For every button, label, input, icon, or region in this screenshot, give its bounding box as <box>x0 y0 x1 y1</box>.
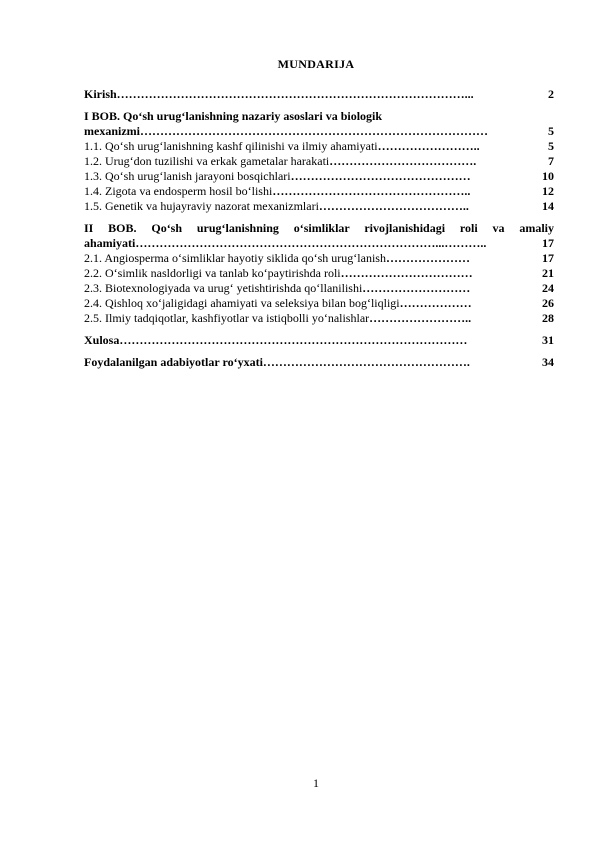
toc-entry-leader: ……………………………………… <box>290 169 471 183</box>
toc-entry-page: 7 <box>548 154 554 168</box>
toc-entry-leader: …………………………………………………………………...……….. <box>135 236 487 250</box>
toc-entry-text: 1.3. Qo‘sh urug‘lanish jarayoni bosqichlari <box>84 169 291 183</box>
toc-entry-leader: …………………………………………………………………………… <box>119 333 468 347</box>
toc-entry-2-5[interactable] <box>84 311 554 326</box>
toc-entry-page: 17 <box>542 236 554 250</box>
toc-entry-text: 1.1. Qo‘sh urug‘lanishning kashf qilinishi va ilmiy ahamiyati <box>84 139 378 153</box>
toc-entry-chapter-1[interactable] <box>84 109 554 139</box>
toc-entry-page: 34 <box>542 355 554 369</box>
toc-entry-leader: ……………………………………………. <box>262 355 470 369</box>
toc-entry-page: 28 <box>542 311 554 325</box>
toc-entry-page: 14 <box>542 199 554 213</box>
toc-entry-leader: …………………….. <box>369 311 472 325</box>
table-of-contents <box>84 87 554 370</box>
toc-entry-page: 2 <box>548 87 554 101</box>
toc-entry-references[interactable] <box>84 355 554 370</box>
toc-entry-1-1[interactable] <box>84 139 554 154</box>
toc-entry-page: 24 <box>542 281 554 295</box>
toc-entry-1-4[interactable] <box>84 184 554 199</box>
toc-entry-heading-line: I BOB. Qo‘sh urug‘lanishning nazariy asoslari va biologik <box>84 109 383 123</box>
toc-entry-leader: ……………………………….. <box>318 199 469 213</box>
toc-entry-text: 2.1. Angiosperma o‘simliklar hayotiy siklida qo‘sh urug‘lanish <box>84 251 386 265</box>
toc-entry-xulosa[interactable] <box>84 333 554 348</box>
toc-entry-text: 2.3. Biotexnologiyada va urug‘ yetishtirishda qo‘llanilishi <box>84 281 363 295</box>
toc-entry-text: mexanizmi <box>84 124 140 138</box>
toc-entry-leader: ……………………… <box>362 281 471 295</box>
toc-entry-leader: ……………………………………………………………………………... <box>116 87 474 101</box>
toc-entry-page: 12 <box>542 184 554 198</box>
toc-entry-leader: ………………………………………….. <box>272 184 471 198</box>
toc-entry-text: 2.2. O‘simlik nasldorligi va tanlab ko‘paytirishda roli <box>84 266 341 280</box>
page-number: 1 <box>313 776 319 790</box>
toc-entry-2-4[interactable] <box>84 296 554 311</box>
toc-entry-leader: ………………………………. <box>329 154 477 168</box>
toc-entry-heading-line: II BOB. Qo‘sh urug‘lanishning o‘simliklar rivojlanishidagi roli va amaliy <box>84 221 554 235</box>
toc-entry-1-5[interactable] <box>84 199 554 214</box>
toc-entry-kirish[interactable] <box>84 87 554 102</box>
toc-entry-page: 17 <box>542 251 554 265</box>
toc-entry-leader: …………………….. <box>377 139 480 153</box>
toc-entry-text: 2.5. Ilmiy tadqiqotlar, kashfiyotlar va istiqbolli yo‘nalishlar <box>84 311 370 325</box>
toc-entry-leader: ………………… <box>385 251 470 265</box>
toc-entry-2-2[interactable] <box>84 266 554 281</box>
toc-entry-leader: ……………… <box>399 296 472 310</box>
toc-entry-page: 26 <box>542 296 554 310</box>
toc-entry-page: 10 <box>542 169 554 183</box>
toc-entry-text: 1.4. Zigota va endosperm hosil bo‘lishi <box>84 184 273 198</box>
toc-title: MUNDARIJA <box>277 57 355 71</box>
toc-entry-page: 21 <box>542 266 554 280</box>
toc-entry-2-3[interactable] <box>84 281 554 296</box>
toc-entry-chapter-2[interactable] <box>84 221 554 251</box>
toc-entry-2-1[interactable] <box>84 251 554 266</box>
toc-entry-text: 1.5. Genetik va hujayraviy nazorat mexanizmlari <box>84 199 319 213</box>
toc-entry-1-3[interactable] <box>84 169 554 184</box>
toc-entry-text: 2.4. Qishloq xo‘jaligidagi ahamiyati va seleksiya bilan bog‘liqligi <box>84 296 400 310</box>
toc-entry-text: Xulosa <box>84 333 120 347</box>
toc-entry-page: 5 <box>548 124 554 138</box>
toc-entry-text: Kirish <box>84 87 117 101</box>
toc-entry-text: ahamiyati <box>84 236 136 250</box>
toc-entry-leader: …………………………………………………………………………… <box>140 124 488 138</box>
toc-entry-page: 31 <box>542 333 554 347</box>
toc-entry-text: 1.2. Urug‘don tuzilishi va erkak gametalar harakati <box>84 154 330 168</box>
toc-entry-leader: …………………………… <box>340 266 473 280</box>
toc-entry-page: 5 <box>548 139 554 153</box>
toc-entry-1-2[interactable] <box>84 154 554 169</box>
toc-entry-text: Foydalanilgan adabiyotlar ro‘yxati <box>84 355 263 369</box>
